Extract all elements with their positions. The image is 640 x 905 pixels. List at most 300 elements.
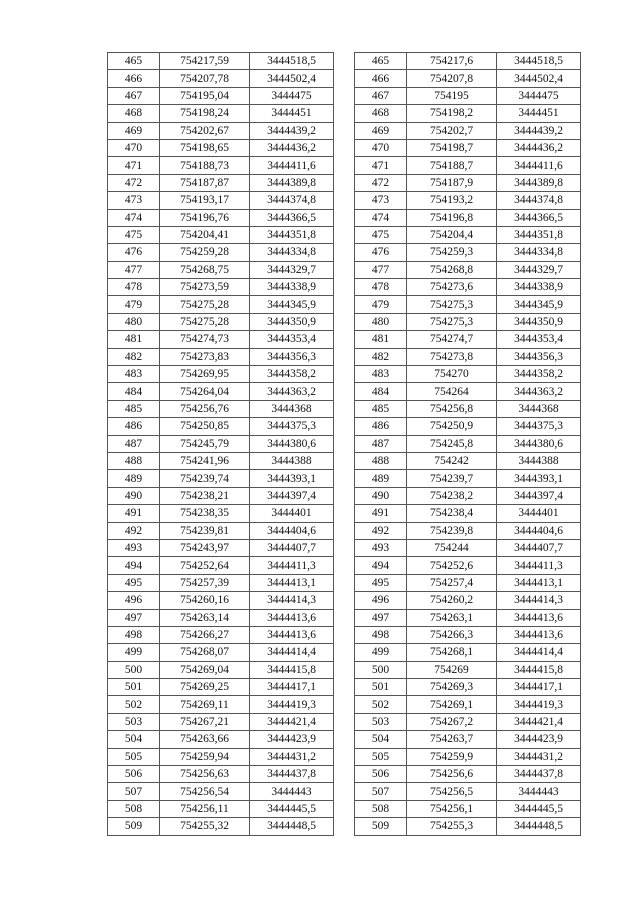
- x-coordinate-right: 754256,1: [407, 800, 497, 817]
- point-number-left: 488: [108, 452, 160, 469]
- x-coordinate-right: 754273,8: [407, 348, 497, 365]
- x-coordinate-right: 754193,2: [407, 192, 497, 209]
- x-coordinate-left: 754268,75: [160, 261, 250, 278]
- y-coordinate-left: 3444404,6: [250, 522, 334, 539]
- y-coordinate-left: 3444411,3: [250, 557, 334, 574]
- x-coordinate-right: 754263,1: [407, 609, 497, 626]
- x-coordinate-left: 754269,25: [160, 679, 250, 696]
- x-coordinate-left: 754256,63: [160, 766, 250, 783]
- x-coordinate-left: 754250,85: [160, 418, 250, 435]
- y-coordinate-right: 3444366,5: [497, 209, 581, 226]
- table-row: [108, 487, 581, 504]
- point-number-left: 476: [108, 244, 160, 261]
- y-coordinate-left: 3444380,6: [250, 435, 334, 452]
- x-coordinate-right: 754204,4: [407, 226, 497, 243]
- column-gap: [334, 192, 355, 209]
- column-gap: [334, 522, 355, 539]
- y-coordinate-left: 3444417,1: [250, 679, 334, 696]
- x-coordinate-left: 754204,41: [160, 226, 250, 243]
- y-coordinate-left: 3444358,2: [250, 366, 334, 383]
- y-coordinate-left: 3444413,1: [250, 574, 334, 591]
- y-coordinate-left: 3444436,2: [250, 139, 334, 156]
- y-coordinate-left: 3444415,8: [250, 661, 334, 678]
- table-row: [108, 661, 581, 678]
- point-number-left: 470: [108, 139, 160, 156]
- table-row: [108, 296, 581, 313]
- y-coordinate-left: 3444363,2: [250, 383, 334, 400]
- x-coordinate-left: 754259,94: [160, 748, 250, 765]
- x-coordinate-left: 754256,54: [160, 783, 250, 800]
- point-number-right: 486: [355, 418, 407, 435]
- x-coordinate-left: 754239,81: [160, 522, 250, 539]
- y-coordinate-right: 3444351,8: [497, 226, 581, 243]
- x-coordinate-right: 754269,1: [407, 696, 497, 713]
- point-number-left: 469: [108, 122, 160, 139]
- x-coordinate-right: 754217,6: [407, 53, 497, 70]
- y-coordinate-right: 3444363,2: [497, 383, 581, 400]
- y-coordinate-right: 3444421,4: [497, 713, 581, 730]
- x-coordinate-right: 754202,7: [407, 122, 497, 139]
- x-coordinate-left: 754274,73: [160, 331, 250, 348]
- coordinate-table-page: [107, 52, 596, 836]
- point-number-left: 466: [108, 70, 160, 87]
- column-gap: [334, 244, 355, 261]
- y-coordinate-left: 3444448,5: [250, 818, 334, 835]
- point-number-left: 507: [108, 783, 160, 800]
- table-row: [108, 626, 581, 643]
- point-number-right: 487: [355, 435, 407, 452]
- y-coordinate-left: 3444423,9: [250, 731, 334, 748]
- x-coordinate-left: 754256,76: [160, 400, 250, 417]
- x-coordinate-right: 754259,9: [407, 748, 497, 765]
- table-row: [108, 766, 581, 783]
- point-number-right: 503: [355, 713, 407, 730]
- point-number-right: 495: [355, 574, 407, 591]
- point-number-right: 482: [355, 348, 407, 365]
- x-coordinate-right: 754239,8: [407, 522, 497, 539]
- column-gap: [334, 87, 355, 104]
- point-number-left: 493: [108, 539, 160, 556]
- column-gap: [334, 470, 355, 487]
- column-gap: [334, 209, 355, 226]
- x-coordinate-left: 754269,95: [160, 366, 250, 383]
- point-number-right: 509: [355, 818, 407, 835]
- point-number-right: 485: [355, 400, 407, 417]
- coordinate-table-body: [108, 53, 581, 836]
- point-number-right: 491: [355, 505, 407, 522]
- point-number-left: 475: [108, 226, 160, 243]
- y-coordinate-right: 3444414,4: [497, 644, 581, 661]
- y-coordinate-left: 3444345,9: [250, 296, 334, 313]
- column-gap: [334, 261, 355, 278]
- table-row: [108, 122, 581, 139]
- y-coordinate-left: 3444397,4: [250, 487, 334, 504]
- point-number-left: 479: [108, 296, 160, 313]
- column-gap: [334, 748, 355, 765]
- table-row: [108, 522, 581, 539]
- y-coordinate-left: 3444431,2: [250, 748, 334, 765]
- x-coordinate-left: 754195,04: [160, 87, 250, 104]
- x-coordinate-right: 754264: [407, 383, 497, 400]
- point-number-right: 494: [355, 557, 407, 574]
- x-coordinate-right: 754252,6: [407, 557, 497, 574]
- x-coordinate-left: 754198,24: [160, 105, 250, 122]
- y-coordinate-right: 3444404,6: [497, 522, 581, 539]
- x-coordinate-right: 754250,9: [407, 418, 497, 435]
- y-coordinate-left: 3444411,6: [250, 157, 334, 174]
- y-coordinate-right: 3444374,8: [497, 192, 581, 209]
- y-coordinate-right: 3444439,2: [497, 122, 581, 139]
- x-coordinate-right: 754256,6: [407, 766, 497, 783]
- y-coordinate-right: 3444389,8: [497, 174, 581, 191]
- table-row: [108, 783, 581, 800]
- x-coordinate-left: 754275,28: [160, 313, 250, 330]
- x-coordinate-left: 754260,16: [160, 592, 250, 609]
- y-coordinate-left: 3444414,4: [250, 644, 334, 661]
- column-gap: [334, 487, 355, 504]
- y-coordinate-right: 3444437,8: [497, 766, 581, 783]
- point-number-right: 508: [355, 800, 407, 817]
- table-row: [108, 731, 581, 748]
- x-coordinate-left: 754238,21: [160, 487, 250, 504]
- x-coordinate-right: 754256,8: [407, 400, 497, 417]
- column-gap: [334, 226, 355, 243]
- point-number-left: 465: [108, 53, 160, 70]
- x-coordinate-left: 754263,66: [160, 731, 250, 748]
- table-row: [108, 174, 581, 191]
- x-coordinate-right: 754195: [407, 87, 497, 104]
- table-row: [108, 679, 581, 696]
- column-gap: [334, 679, 355, 696]
- x-coordinate-left: 754263,14: [160, 609, 250, 626]
- y-coordinate-right: 3444518,5: [497, 53, 581, 70]
- coordinate-table: [107, 52, 581, 836]
- x-coordinate-left: 754269,11: [160, 696, 250, 713]
- column-gap: [334, 313, 355, 330]
- x-coordinate-left: 754275,28: [160, 296, 250, 313]
- x-coordinate-left: 754264,04: [160, 383, 250, 400]
- column-gap: [334, 418, 355, 435]
- point-number-left: 486: [108, 418, 160, 435]
- x-coordinate-left: 754269,04: [160, 661, 250, 678]
- y-coordinate-right: 3444380,6: [497, 435, 581, 452]
- point-number-left: 497: [108, 609, 160, 626]
- y-coordinate-left: 3444419,3: [250, 696, 334, 713]
- x-coordinate-left: 754193,17: [160, 192, 250, 209]
- x-coordinate-right: 754238,4: [407, 505, 497, 522]
- point-number-left: 490: [108, 487, 160, 504]
- y-coordinate-left: 3444437,8: [250, 766, 334, 783]
- table-row: [108, 452, 581, 469]
- point-number-left: 492: [108, 522, 160, 539]
- column-gap: [334, 296, 355, 313]
- point-number-left: 503: [108, 713, 160, 730]
- x-coordinate-left: 754255,32: [160, 818, 250, 835]
- table-row: [108, 366, 581, 383]
- y-coordinate-right: 3444353,4: [497, 331, 581, 348]
- y-coordinate-right: 3444448,5: [497, 818, 581, 835]
- column-gap: [334, 626, 355, 643]
- point-number-left: 474: [108, 209, 160, 226]
- column-gap: [334, 713, 355, 730]
- point-number-right: 474: [355, 209, 407, 226]
- y-coordinate-right: 3444475: [497, 87, 581, 104]
- column-gap: [334, 383, 355, 400]
- point-number-right: 477: [355, 261, 407, 278]
- x-coordinate-right: 754275,3: [407, 296, 497, 313]
- point-number-left: 500: [108, 661, 160, 678]
- column-gap: [334, 139, 355, 156]
- column-gap: [334, 644, 355, 661]
- y-coordinate-right: 3444423,9: [497, 731, 581, 748]
- point-number-right: 507: [355, 783, 407, 800]
- column-gap: [334, 122, 355, 139]
- table-row: [108, 331, 581, 348]
- y-coordinate-right: 3444414,3: [497, 592, 581, 609]
- table-row: [108, 192, 581, 209]
- y-coordinate-left: 3444421,4: [250, 713, 334, 730]
- y-coordinate-right: 3444338,9: [497, 279, 581, 296]
- point-number-right: 484: [355, 383, 407, 400]
- column-gap: [334, 452, 355, 469]
- y-coordinate-left: 3444388: [250, 452, 334, 469]
- y-coordinate-right: 3444329,7: [497, 261, 581, 278]
- x-coordinate-right: 754207,8: [407, 70, 497, 87]
- point-number-right: 499: [355, 644, 407, 661]
- column-gap: [334, 105, 355, 122]
- y-coordinate-left: 3444375,3: [250, 418, 334, 435]
- y-coordinate-right: 3444502,4: [497, 70, 581, 87]
- column-gap: [334, 366, 355, 383]
- y-coordinate-right: 3444445,5: [497, 800, 581, 817]
- y-coordinate-right: 3444436,2: [497, 139, 581, 156]
- point-number-left: 502: [108, 696, 160, 713]
- point-number-right: 483: [355, 366, 407, 383]
- table-row: [108, 557, 581, 574]
- column-gap: [334, 157, 355, 174]
- y-coordinate-right: 3444368: [497, 400, 581, 417]
- point-number-right: 481: [355, 331, 407, 348]
- table-row: [108, 574, 581, 591]
- column-gap: [334, 574, 355, 591]
- y-coordinate-left: 3444413,6: [250, 626, 334, 643]
- x-coordinate-right: 754196,8: [407, 209, 497, 226]
- point-number-right: 468: [355, 105, 407, 122]
- y-coordinate-left: 3444353,4: [250, 331, 334, 348]
- table-row: [108, 713, 581, 730]
- table-row: [108, 696, 581, 713]
- x-coordinate-right: 754260,2: [407, 592, 497, 609]
- point-number-left: 501: [108, 679, 160, 696]
- y-coordinate-left: 3444502,4: [250, 70, 334, 87]
- point-number-right: 475: [355, 226, 407, 243]
- x-coordinate-right: 754268,8: [407, 261, 497, 278]
- y-coordinate-right: 3444415,8: [497, 661, 581, 678]
- column-gap: [334, 557, 355, 574]
- table-row: [108, 539, 581, 556]
- point-number-left: 506: [108, 766, 160, 783]
- y-coordinate-left: 3444334,8: [250, 244, 334, 261]
- y-coordinate-left: 3444413,6: [250, 609, 334, 626]
- table-row: [108, 53, 581, 70]
- x-coordinate-left: 754257,39: [160, 574, 250, 591]
- point-number-right: 479: [355, 296, 407, 313]
- point-number-right: 488: [355, 452, 407, 469]
- table-row: [108, 800, 581, 817]
- y-coordinate-right: 3444334,8: [497, 244, 581, 261]
- point-number-left: 508: [108, 800, 160, 817]
- y-coordinate-right: 3444413,6: [497, 609, 581, 626]
- column-gap: [334, 400, 355, 417]
- y-coordinate-left: 3444368: [250, 400, 334, 417]
- table-row: [108, 157, 581, 174]
- y-coordinate-right: 3444375,3: [497, 418, 581, 435]
- x-coordinate-left: 754267,21: [160, 713, 250, 730]
- point-number-left: 472: [108, 174, 160, 191]
- point-number-left: 505: [108, 748, 160, 765]
- point-number-left: 498: [108, 626, 160, 643]
- table-row: [108, 226, 581, 243]
- x-coordinate-left: 754266,27: [160, 626, 250, 643]
- point-number-right: 489: [355, 470, 407, 487]
- x-coordinate-right: 754259,3: [407, 244, 497, 261]
- y-coordinate-left: 3444366,5: [250, 209, 334, 226]
- column-gap: [334, 539, 355, 556]
- x-coordinate-left: 754238,35: [160, 505, 250, 522]
- point-number-right: 501: [355, 679, 407, 696]
- point-number-left: 483: [108, 366, 160, 383]
- x-coordinate-right: 754269,3: [407, 679, 497, 696]
- table-row: [108, 244, 581, 261]
- x-coordinate-left: 754273,83: [160, 348, 250, 365]
- table-row: [108, 139, 581, 156]
- y-coordinate-left: 3444350,9: [250, 313, 334, 330]
- y-coordinate-right: 3444413,1: [497, 574, 581, 591]
- point-number-right: 500: [355, 661, 407, 678]
- point-number-right: 472: [355, 174, 407, 191]
- x-coordinate-left: 754245,79: [160, 435, 250, 452]
- x-coordinate-left: 754243,97: [160, 539, 250, 556]
- column-gap: [334, 53, 355, 70]
- point-number-right: 504: [355, 731, 407, 748]
- table-row: [108, 70, 581, 87]
- y-coordinate-left: 3444518,5: [250, 53, 334, 70]
- y-coordinate-right: 3444443: [497, 783, 581, 800]
- point-number-left: 467: [108, 87, 160, 104]
- y-coordinate-left: 3444475: [250, 87, 334, 104]
- y-coordinate-left: 3444401: [250, 505, 334, 522]
- x-coordinate-left: 754239,74: [160, 470, 250, 487]
- table-row: [108, 209, 581, 226]
- x-coordinate-right: 754269: [407, 661, 497, 678]
- y-coordinate-right: 3444350,9: [497, 313, 581, 330]
- x-coordinate-left: 754259,28: [160, 244, 250, 261]
- point-number-right: 467: [355, 87, 407, 104]
- point-number-right: 490: [355, 487, 407, 504]
- point-number-left: 494: [108, 557, 160, 574]
- point-number-right: 470: [355, 139, 407, 156]
- column-gap: [334, 70, 355, 87]
- point-number-left: 477: [108, 261, 160, 278]
- x-coordinate-right: 754242: [407, 452, 497, 469]
- x-coordinate-right: 754256,5: [407, 783, 497, 800]
- x-coordinate-right: 754270: [407, 366, 497, 383]
- y-coordinate-left: 3444356,3: [250, 348, 334, 365]
- x-coordinate-right: 754238,2: [407, 487, 497, 504]
- point-number-right: 480: [355, 313, 407, 330]
- column-gap: [334, 766, 355, 783]
- column-gap: [334, 800, 355, 817]
- table-row: [108, 279, 581, 296]
- y-coordinate-left: 3444389,8: [250, 174, 334, 191]
- table-row: [108, 105, 581, 122]
- point-number-left: 468: [108, 105, 160, 122]
- point-number-left: 495: [108, 574, 160, 591]
- column-gap: [334, 818, 355, 835]
- point-number-right: 492: [355, 522, 407, 539]
- x-coordinate-right: 754274,7: [407, 331, 497, 348]
- y-coordinate-left: 3444338,9: [250, 279, 334, 296]
- y-coordinate-right: 3444345,9: [497, 296, 581, 313]
- point-number-right: 493: [355, 539, 407, 556]
- y-coordinate-right: 3444411,3: [497, 557, 581, 574]
- point-number-left: 496: [108, 592, 160, 609]
- column-gap: [334, 331, 355, 348]
- point-number-left: 489: [108, 470, 160, 487]
- table-row: [108, 87, 581, 104]
- x-coordinate-left: 754202,67: [160, 122, 250, 139]
- x-coordinate-right: 754245,8: [407, 435, 497, 452]
- column-gap: [334, 609, 355, 626]
- point-number-left: 509: [108, 818, 160, 835]
- x-coordinate-right: 754268,1: [407, 644, 497, 661]
- x-coordinate-right: 754275,3: [407, 313, 497, 330]
- table-row: [108, 609, 581, 626]
- point-number-right: 471: [355, 157, 407, 174]
- y-coordinate-right: 3444356,3: [497, 348, 581, 365]
- point-number-right: 469: [355, 122, 407, 139]
- y-coordinate-right: 3444431,2: [497, 748, 581, 765]
- x-coordinate-right: 754273,6: [407, 279, 497, 296]
- point-number-right: 497: [355, 609, 407, 626]
- table-row: [108, 748, 581, 765]
- x-coordinate-left: 754187,87: [160, 174, 250, 191]
- x-coordinate-left: 754268,07: [160, 644, 250, 661]
- table-row: [108, 383, 581, 400]
- y-coordinate-left: 3444374,8: [250, 192, 334, 209]
- point-number-left: 491: [108, 505, 160, 522]
- y-coordinate-left: 3444407,7: [250, 539, 334, 556]
- point-number-left: 478: [108, 279, 160, 296]
- table-row: [108, 348, 581, 365]
- x-coordinate-left: 754241,96: [160, 452, 250, 469]
- x-coordinate-right: 754187,9: [407, 174, 497, 191]
- x-coordinate-left: 754207,78: [160, 70, 250, 87]
- x-coordinate-right: 754198,7: [407, 139, 497, 156]
- y-coordinate-left: 3444451: [250, 105, 334, 122]
- point-number-right: 478: [355, 279, 407, 296]
- point-number-right: 476: [355, 244, 407, 261]
- column-gap: [334, 731, 355, 748]
- point-number-left: 481: [108, 331, 160, 348]
- y-coordinate-left: 3444443: [250, 783, 334, 800]
- x-coordinate-right: 754266,3: [407, 626, 497, 643]
- y-coordinate-right: 3444407,7: [497, 539, 581, 556]
- point-number-left: 482: [108, 348, 160, 365]
- point-number-right: 498: [355, 626, 407, 643]
- x-coordinate-right: 754239,7: [407, 470, 497, 487]
- y-coordinate-left: 3444329,7: [250, 261, 334, 278]
